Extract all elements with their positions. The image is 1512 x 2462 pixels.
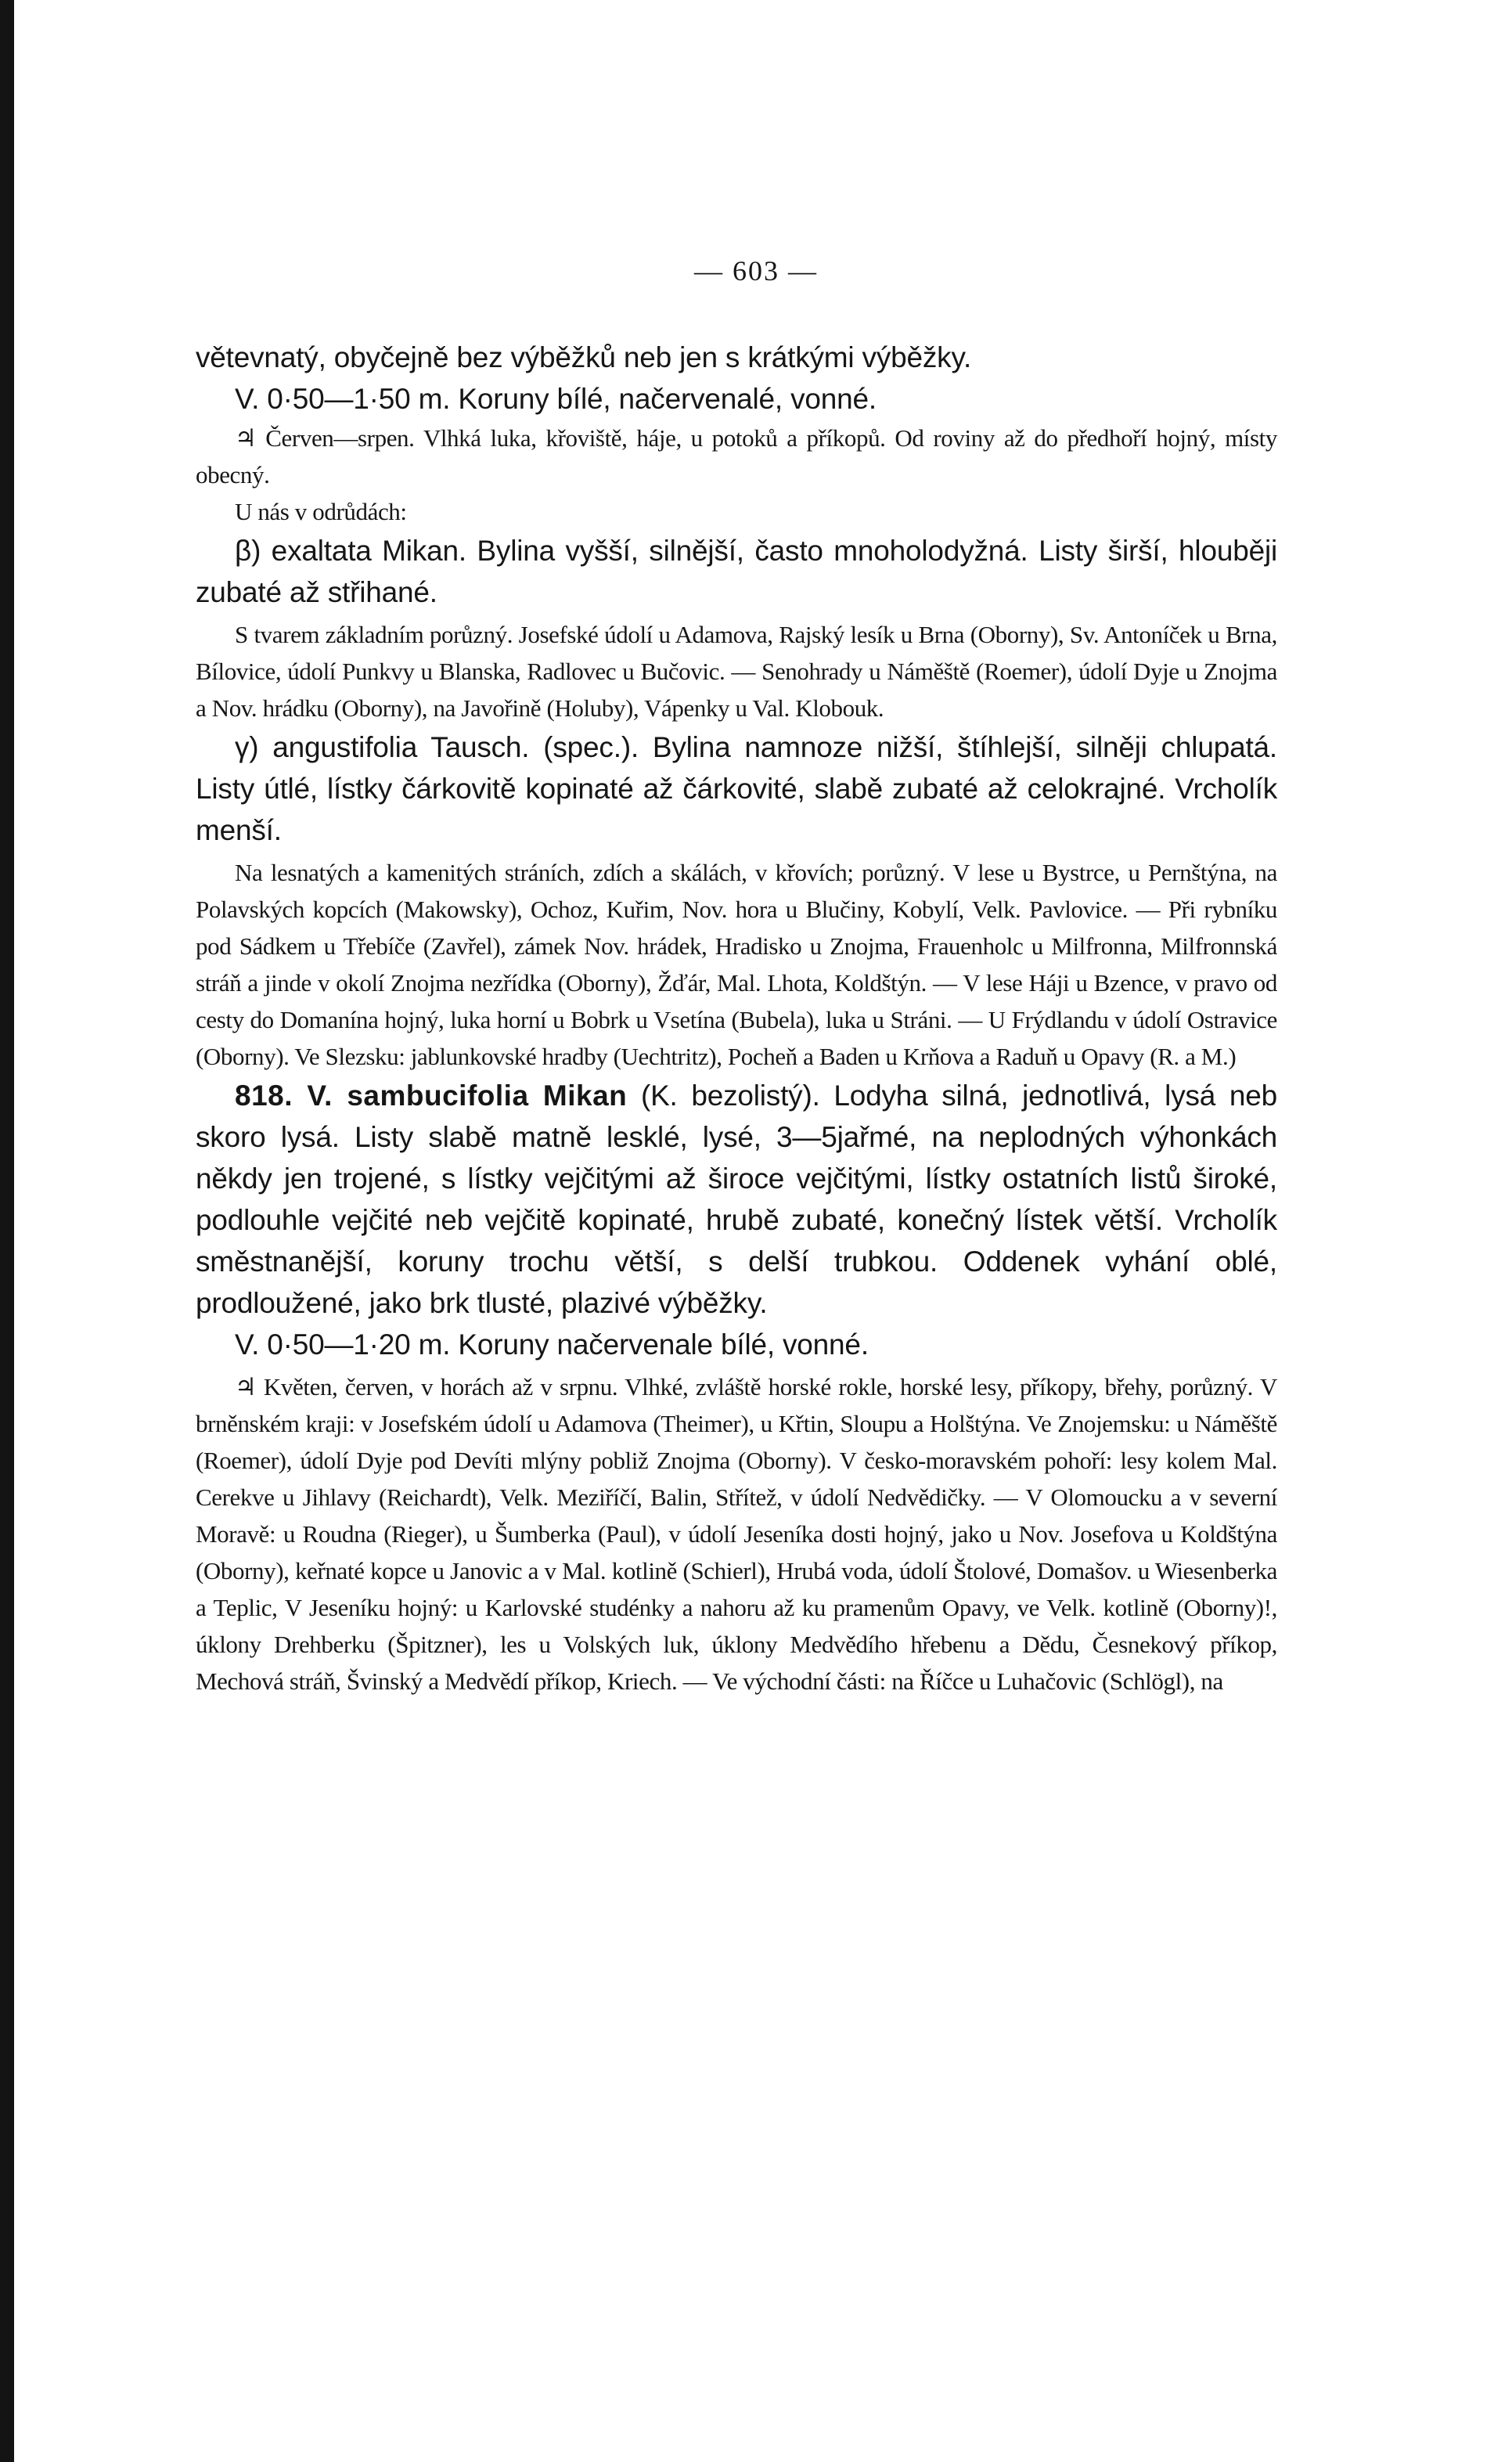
paragraph: Na lesnatých a kamenitých stráních, zdích a skálách, v křovích; porůzný. V lese u Bystrce, u Pernštýna, na Polavských kopcích (Makowsky), Ochoz, Kuřim, Nov. hora u Blučiny, Kobylí, Velk. Pavlovice. — Při rybníku pod Sádkem u Třebíče (Zavřel), zámek Nov. hrádek, Hradisko u Znojma, Frauenholc u Milfronna, Milfronnská stráň a jinde v okolí Znojma nezřídka (Oborny), Žďár, Mal. Lhota, Koldštýn. — V lese Háji u Bzence, v pravo od cesty do Domanína hojný, luka horní u Bobrk u Vsetína (Bubela), luka u Stráni. — U Frýdlandu v údolí Ostravice (Oborny). Ve Slezsku: jablunkovské hradby (Uechtritz), Pocheň a Baden u Krňova a Raduň u Opavy (R. a M.)	[196, 859, 1277, 1070]
paragraph: γ) angustifolia Tausch. (spec.). Bylina namnoze nižší, štíhlejší, silněji chlupatá. Listy útlé, lístky čárkovitě kopinaté až čárkovité, slabě zubaté až celokrajné. Vrcholík menší.	[196, 731, 1277, 846]
paragraph: ♃ Červen—srpen. Vlhká luka, křoviště, háje, u potoků a příkopů. Od roviny až do předhoří hojný, místy obecný.	[196, 424, 1277, 488]
page-number: — 603 —	[694, 255, 818, 287]
paragraph: ♃ Květen, červen, v horách až v srpnu. Vlhké, zvláště horské rokle, horské lesy, příkopy, břehy, porůzný. V brněnském kraji: v Josefském údolí u Adamova (Theimer), u Křtin, Sloupu a Holštýna. Ve Znojemsku: u Náměště (Roemer), údolí Dyje pod Devíti mlýny pobliž Znojma (Oborny). V česko-moravském pohoří: lesy kolem Mal. Cerekve u Jihlavy (Reichardt), Velk. Meziříčí, Balin, Střítež, v údolí Nedvědičky. — V Olomoucku a v severní Moravě: u Roudna (Rieger), u Šumberka (Paul), v údolí Jeseníka dosti hojný, jako u Nov. Josefova u Koldštýna (Oborny), keřnaté kopce u Janovic a v Mal. kotlině (Schierl), Hrubá voda, údolí Štolové, Domašov. u Wiesenberka a Teplic, V Jeseníku hojný: u Karlovské studénky a nahoru až ku pramenům Opavy, ve Velk. kotlině (Oborny)!, úklony Drehberku (Špitzner), les u Volských luk, úklony Medvědího hřebenu a Dědu, Česnekový příkop, Mechová stráň, Švinský a Medvědí příkop, Kriech. — Ve východní části: na Říčce u Luhačovic (Schlögl), na	[196, 1373, 1277, 1695]
paragraph: V. 0·50—1·20 m. Koruny načervenale bílé, vonné.	[235, 1328, 869, 1361]
paragraph: S tvarem základním porůzný. Josefské údolí u Adamova, Rajský lesík u Brna (Oborny), Sv. Antoníček u Brna, Bílovice, údolí Punkvy u Blanska, Radlovec u Bučovic. — Senohrady u Náměště (Roemer), údolí Dyje u Znojma a Nov. hrádku (Oborny), na Javořině (Holuby), Vápenky u Val. Klobouk.	[196, 621, 1277, 722]
paragraph: U nás v odrůdách:	[235, 498, 407, 525]
scan-border	[0, 0, 14, 2462]
species-heading: 818. V. sambucifolia Mikan	[235, 1080, 628, 1112]
page-body	[196, 337, 1277, 1700]
paragraph: V. 0·50—1·50 m. Koruny bílé, načervenalé, vonné.	[235, 383, 877, 415]
paragraph: β) exaltata Mikan. Bylina vyšší, silnější, často mnoholodyžná. Listy širší, hlouběji zubaté až střihané.	[196, 535, 1277, 608]
species-description: (K. bezolistý). Lodyha silná, jednotlivá, lysá neb skoro lysá. Listy slabě matně lesklé, lysé, 3—5jařmé, na neplodných výhonkách někdy jen trojené, s lístky vejčitými až široce vejčitými, lístky ostatních listů široké, podlouhle vejčité neb vejčitě kopinaté, hrubě zubaté, konečný lístek větší. Vrcholík směstnanější, koruny trochu větší, s delší trubkou. Oddenek vyhání oblé, prodloužené, jako brk tlusté, plazivé výběžky.	[196, 1080, 1277, 1319]
paragraph: větevnatý, obyčejně bez výběžků neb jen s krátkými výběžky.	[196, 341, 972, 373]
species-entry	[196, 1075, 1277, 1324]
